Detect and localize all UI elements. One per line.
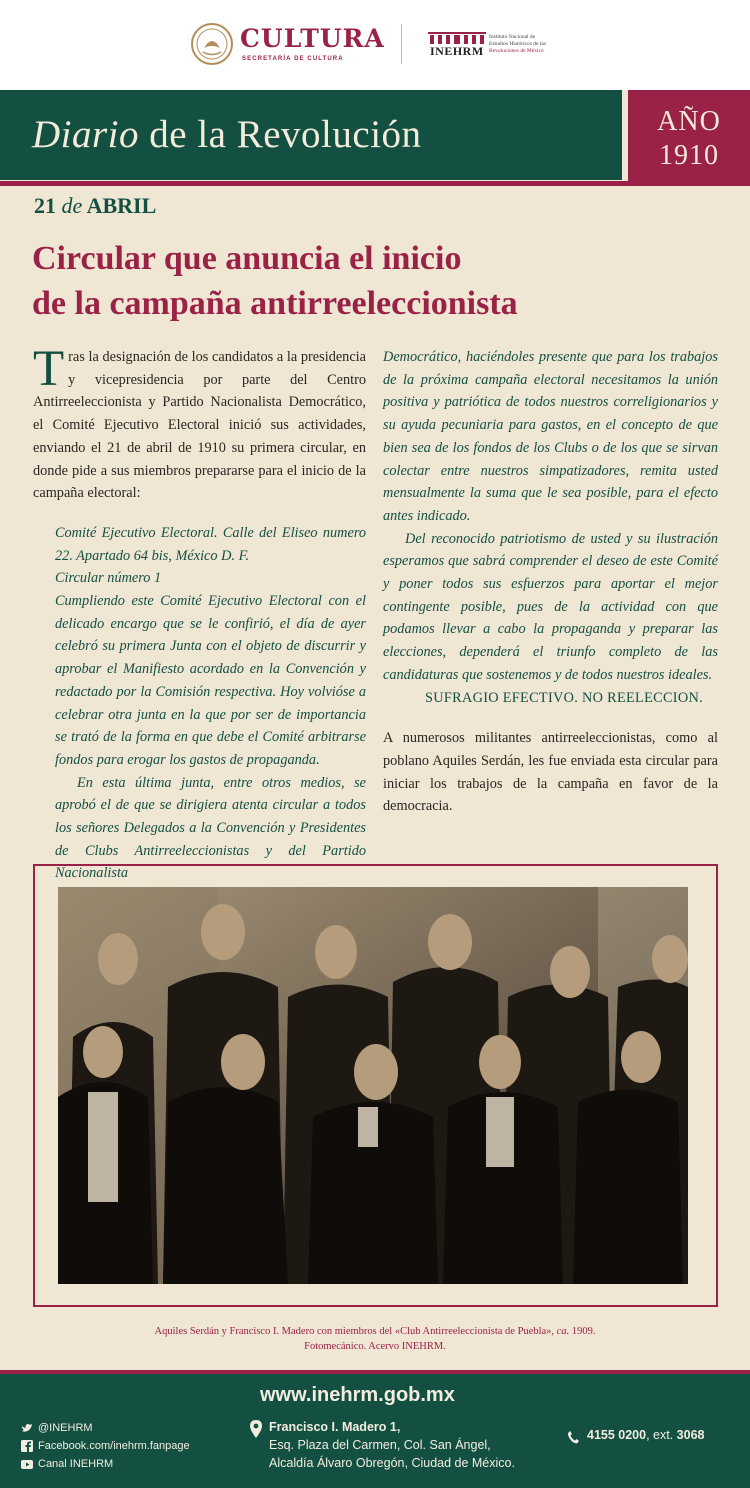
phone-number[interactable] — [587, 1428, 704, 1442]
quote-paragraph-3: Del reconocido patriotismo de usted y su ilustración esperamos que sabrá comprender el deseo de este Comité y poner todos sus esfuerzos para aportar el mejor contingente posible, pues de la actividad con que podamos llevar a cabo la propaganda y preparar las elecciones, dependerá el triunfo completo de las candidaturas que sostenemos y de todos nuestros ideales. — [383, 530, 718, 683]
year-label: AÑO — [657, 106, 721, 137]
date-month: ABRIL — [86, 193, 157, 218]
quote-header-2: Circular número 1 — [55, 570, 162, 587]
social-links — [21, 1419, 190, 1473]
headline-line-1: Circular que anuncia el inicio — [32, 240, 462, 277]
address-line-1: Francisco I. Madero 1, — [269, 1420, 401, 1434]
quote-header-1: Comité Ejecutivo Electoral. Calle del Eliseo numero 22. Apartado 64 bis, México D. F. — [55, 524, 366, 564]
inehrm-logo: INEHRM — [430, 44, 484, 58]
series-title-italic: Diario — [32, 113, 140, 156]
caption-line-1 — [0, 1324, 750, 1339]
drop-cap: T — [33, 341, 65, 397]
quote-paragraph-2-cont: Democrático, haciéndoles presente que para los trabajos de la próxima campaña electoral necesitamos la unión positiva y patriótica de todos nuestros correligionarios y su ayuda pecuniaria para gastos, en el concepto de que bien sea de los fondos de los Clubs o de los que se sirvan colectar entre nuestros simpatizadores, remita usted mensualmente la suma que le sea posible, para el efecto antes indicado. — [383, 349, 718, 524]
headline — [32, 236, 712, 326]
intro-paragraph — [33, 341, 366, 505]
facebook-handle: Facebook.com/inehrm.fanpage — [38, 1440, 190, 1452]
caption-line-2: Fotomecánico. Acervo INEHRM. — [304, 1341, 446, 1352]
caption-circa: ca. — [556, 1326, 570, 1337]
address — [269, 1418, 515, 1472]
entry-date — [34, 193, 156, 219]
historical-group-photo — [58, 887, 688, 1284]
seal-icon — [190, 22, 234, 66]
inehrm-line-2: Estudios Históricos de las — [489, 41, 546, 47]
caption-text: Aquiles Serdán y Francisco I. Madero con miembros del «Club Antirreeleccionista de Puebla», — [154, 1326, 557, 1337]
inehrm-line-3: Revoluciones de México — [489, 48, 544, 54]
photo-caption — [0, 1324, 750, 1354]
location-pin-icon — [250, 1420, 262, 1438]
address-line-2: Esq. Plaza del Carmen, Col. San Ángel, — [269, 1438, 491, 1452]
inehrm-building-icon — [428, 30, 486, 44]
year-value: 1910 — [659, 140, 719, 171]
caption-year: 1909. — [569, 1326, 596, 1337]
headline-line-2: de la campaña antirreeleccionista — [32, 285, 518, 322]
quote-paragraph-1: Cumpliendo este Comité Ejecutivo Electoral con el delicado encargo que se le confirió, el día de ayer celebró su primera Junta con el objeto de discurrir y aprobar el Manifiesto acordado en la Convención y redactado por la Comisión respectiva. Hoy volvióse a celebrar otra junta en la que por ser de importancia se trató de la forma en que debe el Comité arbitrarse fondos para erogar los gastos de propaganda. — [55, 593, 366, 768]
facebook-icon — [21, 1440, 33, 1452]
series-title — [32, 112, 422, 157]
footer — [0, 1374, 750, 1488]
facebook-link[interactable] — [21, 1437, 190, 1455]
closing-paragraph: A numerosos militantes antirreeleccionistas, como al poblano Aquiles Serdán, les fue enviada esta circular para iniciar los trabajos de la campaña en favor de la democracia. — [383, 730, 718, 815]
inehrm-line-1: Instituto Nacional de — [489, 34, 536, 40]
logo-divider — [401, 24, 402, 64]
twitter-link[interactable] — [21, 1419, 190, 1437]
circular-quote-continued — [383, 346, 718, 709]
website-link[interactable]: www.inehrm.gob.mx — [260, 1384, 455, 1406]
twitter-icon — [21, 1422, 33, 1434]
year-box — [628, 90, 750, 182]
intro-text: ras la designación de los candidatos a la presidencia y vicepresidencia por parte del Centro Antirreeleccionista y Partido Nacionalista Democrático, el Comité Ejecutivo Electoral inició sus actividades, enviando el 21 de abril de 1910 su primera circular, en donde pide a sus miembros prepararse para el inicio de la campaña electoral: — [33, 349, 366, 502]
article-column-right — [383, 346, 718, 818]
circular-quote — [33, 522, 366, 885]
phone-ext-label: , ext. — [646, 1428, 677, 1442]
quote-paragraph-2: En esta última junta, entre otros medios, se aprobó el de que se dirigiera atenta circular a todos los señores Delegados a la Convención y Presidentes de Clubs Antirreeleccionistas y del Partido Nacionalista — [55, 774, 366, 882]
address-line-3: Alcaldía Álvaro Obregón, Ciudad de México. — [269, 1456, 515, 1470]
inehrm-name-lines — [489, 34, 546, 55]
series-title-rest: de la Revolución — [139, 113, 422, 156]
phone-icon — [567, 1430, 579, 1444]
article-column-left — [33, 341, 366, 885]
youtube-link[interactable] — [21, 1455, 190, 1473]
phone-ext-number: 3068 — [676, 1428, 705, 1442]
phone-main: 4155 0200 — [587, 1428, 647, 1442]
cultura-subtitle: SECRETARÍA DE CULTURA — [242, 56, 344, 62]
cultura-logo: CULTURA — [240, 24, 385, 53]
date-day: 21 — [34, 193, 56, 218]
youtube-icon — [21, 1458, 33, 1470]
date-de: de — [61, 193, 83, 218]
slogan: SUFRAGIO EFECTIVO. NO REELECCION. — [425, 689, 703, 706]
twitter-handle: @INEHRM — [38, 1422, 93, 1434]
youtube-channel: Canal INEHRM — [38, 1458, 114, 1470]
